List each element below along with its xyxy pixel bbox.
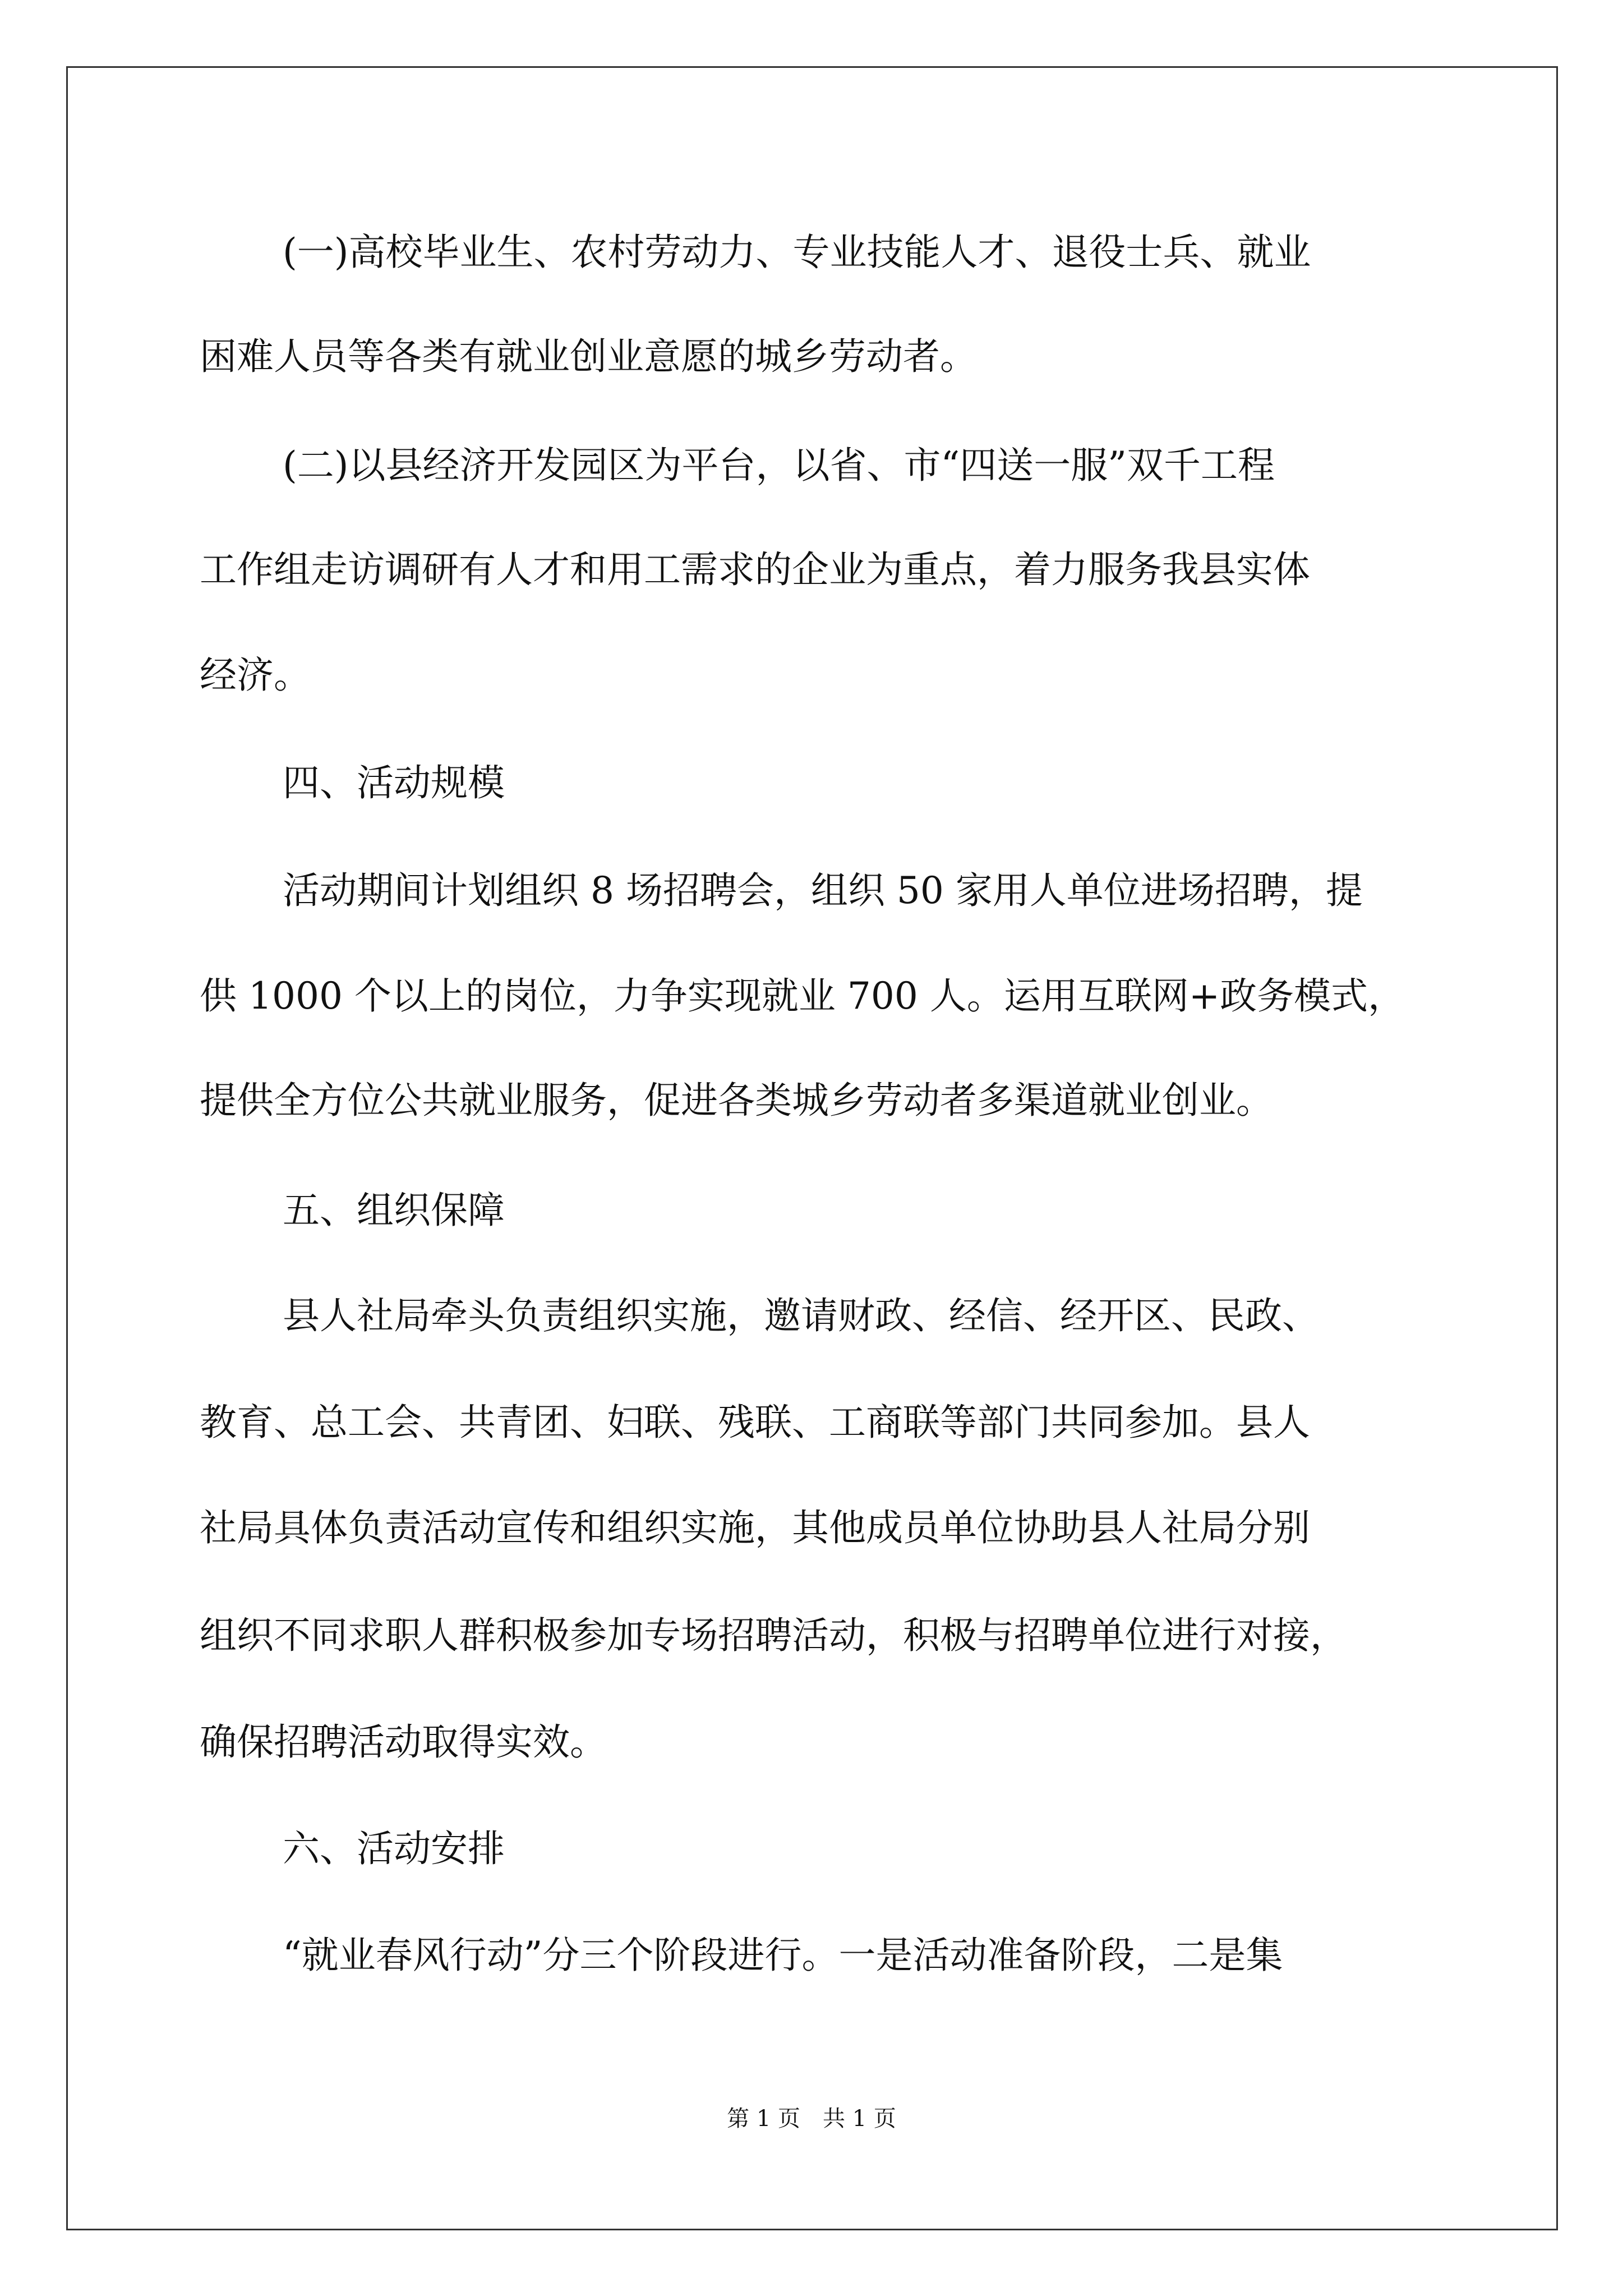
paragraph-3-line-3: 提供全方位公共就业服务，促进各类城乡劳动者多渠道就业创业。	[200, 1079, 1273, 1122]
paragraph-4-line-3: 社局具体负责活动宣传和组织实施，其他成员单位协助县人社局分别	[200, 1506, 1310, 1549]
paragraph-1-line-1: (一)高校毕业生、农村劳动力、专业技能人才、退役士兵、就业	[283, 231, 1311, 274]
paragraph-4-line-4: 组织不同求职人群积极参加专场招聘活动，积极与招聘单位进行对接，	[200, 1614, 1347, 1657]
paragraph-3-line-2: 供 1000 个以上的岗位，力争实现就业 700 人。运用互联网+政务模式，	[200, 974, 1405, 1018]
paragraph-4-line-2: 教育、总工会、共青团、妇联、残联、工商联等部门共同参加。县人	[200, 1401, 1310, 1444]
paragraph-1-line-2: 困难人员等各类有就业创业意愿的城乡劳动者。	[200, 335, 977, 378]
paragraph-4-line-1: 县人社局牵头负责组织实施，邀请财政、经信、经开区、民政、	[283, 1294, 1319, 1337]
paragraph-2-line-1: (二)以县经济开发园区为平台，以省、市“四送一服”双千工程	[283, 444, 1275, 487]
heading-activity-scale: 四、活动规模	[283, 761, 505, 804]
paragraph-2-line-2: 工作组走访调研有人才和用工需求的企业为重点，着力服务我县实体	[200, 548, 1310, 591]
paragraph-5-line-1: “就业春风行动”分三个阶段进行。一是活动准备阶段，二是集	[283, 1934, 1283, 1977]
paragraph-2-line-3: 经济。	[200, 654, 311, 697]
heading-activity-schedule: 六、活动安排	[283, 1827, 505, 1870]
heading-organization: 五、组织保障	[283, 1189, 505, 1232]
page-border	[66, 66, 1558, 2230]
paragraph-3-line-1: 活动期间计划组织 8 场招聘会，组织 50 家用人单位进场招聘，提	[283, 869, 1363, 912]
page-footer: 第 1 页 共 1 页	[727, 2106, 896, 2132]
paragraph-4-line-5: 确保招聘活动取得实效。	[200, 1720, 607, 1764]
